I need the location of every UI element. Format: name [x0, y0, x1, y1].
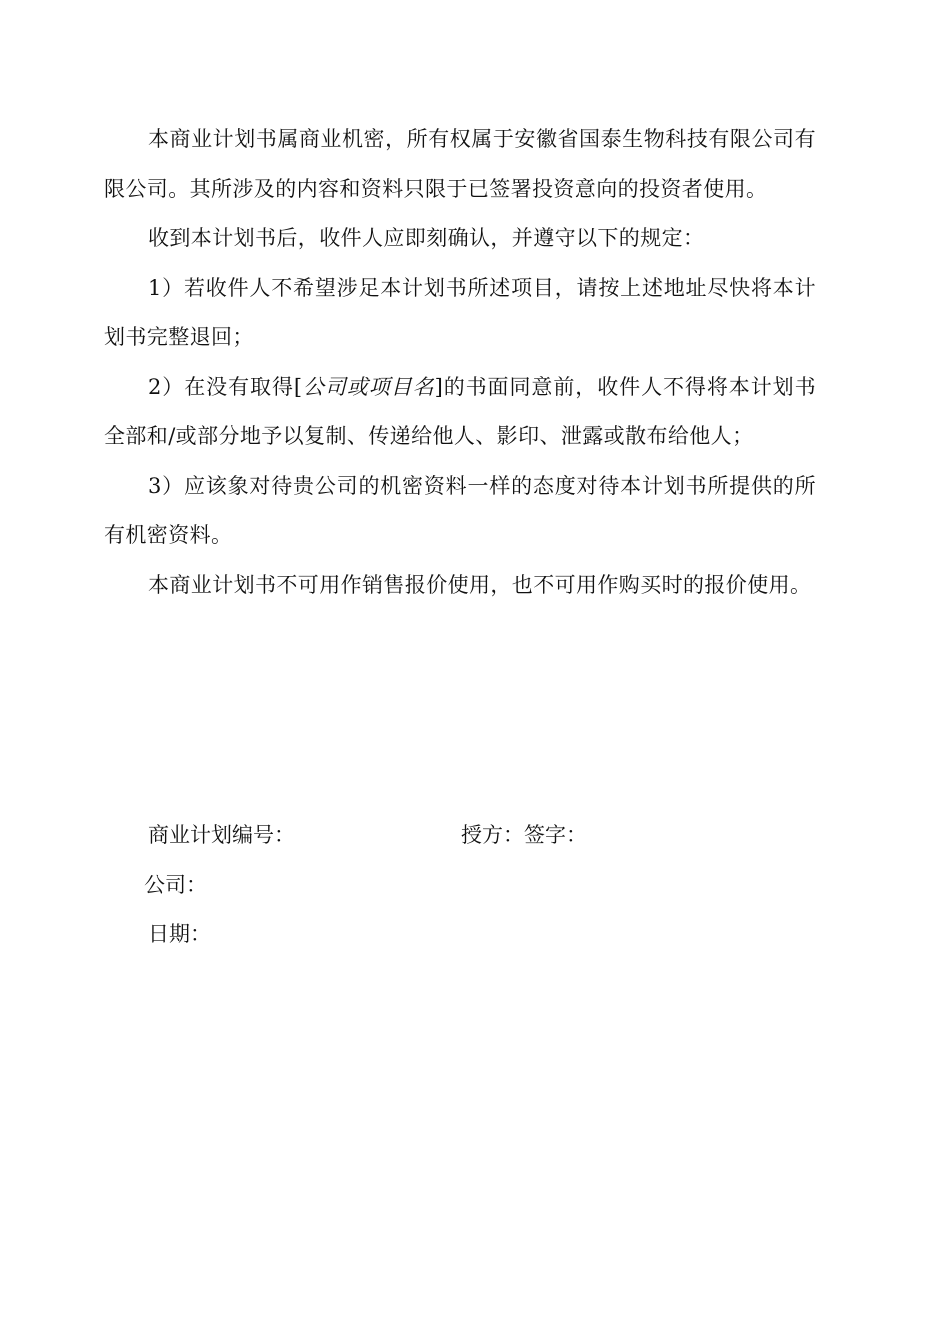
rule-2-text-before: 2）在没有取得[	[148, 374, 303, 399]
company-or-project-placeholder: 公司或项目名	[302, 374, 435, 399]
rule-2-text-after: ]的书面同意前，收件人不得将本计划书全部和/或部分地予以复制、传递给他人、影印、泄露或散布给他人；	[104, 374, 816, 448]
grantee-signature-label: 授方：签字：	[461, 823, 587, 847]
paragraph-receipt: 收到本计划书后，收件人应即刻确认，并遵守以下的规定：	[148, 226, 705, 250]
paragraph-pricing: 本商业计划书不可用作销售报价使用，也不可用作购买时的报价使用。	[148, 572, 812, 597]
paragraph-rule-1: 1）若收件人不希望涉足本计划书所述项目，请按上述地址尽快将本计划书完整退回；	[104, 275, 816, 349]
paragraph-rule-2	[104, 363, 816, 462]
company-label: 公司：	[144, 873, 207, 897]
date-label: 日期：	[148, 922, 211, 946]
paragraph-ownership: 本商业计划书属商业机密，所有权属于安徽省国泰生物科技有限公司有限公司。其所涉及的内容和资料只限于已签署投资意向的投资者使用。	[104, 127, 816, 201]
plan-number-label: 商业计划编号：	[148, 823, 295, 847]
paragraph-rule-3: 3）应该象对待贵公司的机密资料一样的态度对待本计划书所提供的所有机密资料。	[104, 473, 816, 547]
confidentiality-notice	[104, 115, 816, 610]
